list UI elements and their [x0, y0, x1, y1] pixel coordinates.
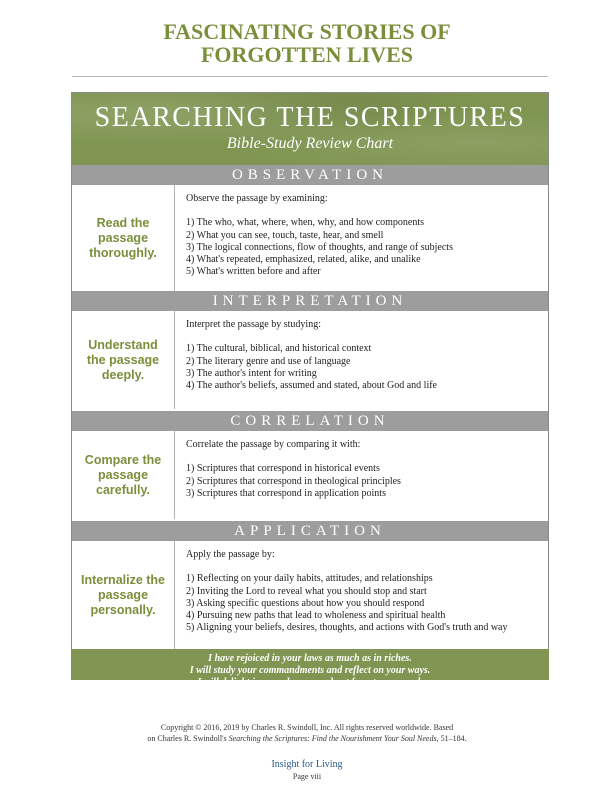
item-list	[186, 343, 542, 392]
section-application	[72, 541, 548, 649]
section-summary: Understand the passage deeply.	[86, 337, 160, 382]
banner-subtitle: Bible-Study Review Chart	[226, 135, 394, 152]
book-title: Searching the Scriptures: Find the Nourishment Your Soul Needs	[228, 734, 437, 743]
list-item: 5) Aligning your beliefs, desires, thoughts, and actions with God's truth and way	[186, 622, 508, 634]
section-details	[186, 185, 542, 279]
section-header-interpretation: INTERPRETATION	[72, 291, 548, 311]
page-title-line2: FORGOTTEN LIVES	[200, 42, 414, 67]
chart-banner	[72, 93, 548, 165]
list-item: 5) What's written before and after	[186, 266, 321, 278]
list-item: 3) The author's intent for writing	[186, 367, 317, 379]
verse-line: I will study your commandments and reflect on your ways.	[189, 665, 431, 676]
page-title	[0, 20, 614, 66]
section-header-application: APPLICATION	[72, 521, 548, 541]
left-cell	[72, 541, 175, 649]
section-header-observation: OBSERVATION	[72, 165, 548, 185]
section-summary: Compare the passage carefully.	[84, 452, 162, 497]
list-item: 2) Scriptures that correspond in theological principles	[186, 475, 401, 487]
list-item: 3) The logical connections, flow of thoughts, and range of subjects	[186, 241, 453, 253]
list-item: 1) The cultural, biblical, and historical context	[186, 343, 372, 355]
section-intro: Observe the passage by examining:	[186, 193, 328, 204]
list-item: 1) The who, what, where, when, why, and how components	[186, 217, 425, 229]
verse-line: I have rejoiced in your laws as much as in riches.	[208, 653, 412, 664]
section-details	[186, 541, 542, 635]
scripture-verse	[71, 649, 549, 700]
list-item: 1) Scriptures that correspond in historical events	[186, 463, 380, 475]
footer-organization: Insight for Living	[271, 759, 343, 770]
copyright-notice	[0, 722, 614, 744]
section-summary: Read the passage thoroughly.	[89, 215, 157, 260]
page-title-line1: FASCINATING STORIES OF	[163, 19, 451, 44]
list-item: 4) Pursuing new paths that lead to wholeness and spiritual health	[186, 610, 446, 622]
left-cell	[72, 311, 175, 409]
item-list	[186, 217, 542, 278]
list-item: 3) Scriptures that correspond in application points	[186, 487, 386, 499]
banner-title: SEARCHING THE SCRIPTURES	[94, 102, 526, 133]
item-list	[186, 463, 542, 500]
verse-line: I will delight in your decrees and not forget your word.	[197, 677, 423, 688]
left-cell	[72, 185, 175, 291]
section-intro: Apply the passage by:	[186, 549, 275, 560]
item-list	[186, 573, 542, 634]
list-item: 1) Reflecting on your daily habits, attitudes, and relationships	[186, 573, 433, 585]
copyright-line1: Copyright © 2016, 2019 by Charles R. Swindoll, Inc. All rights reserved worldwide. Based	[160, 723, 454, 732]
verse-reference: (Psalm 119:14–16 NLT)	[260, 689, 360, 700]
list-item: 3) Asking specific questions about how you should respond	[186, 597, 425, 609]
section-observation	[72, 185, 548, 291]
title-divider	[72, 76, 548, 77]
list-item: 4) What's repeated, emphasized, related, alike, and unalike	[186, 254, 421, 266]
list-item: 2) Inviting the Lord to reveal what you should stop and start	[186, 585, 427, 597]
review-chart	[71, 92, 549, 680]
copyright-line2	[0, 733, 614, 744]
section-details	[186, 431, 542, 500]
section-details	[186, 311, 542, 392]
list-item: 4) The author's beliefs, assumed and stated, about God and life	[186, 380, 437, 392]
copyright-prefix: on Charles R. Swindoll's	[147, 734, 229, 743]
page-number: Page viii	[292, 772, 322, 781]
section-intro: Interpret the passage by studying:	[186, 319, 321, 330]
list-item: 2) The literary genre and use of language	[186, 355, 351, 367]
copyright-suffix: , 51–184.	[436, 734, 467, 743]
section-correlation	[72, 431, 548, 519]
left-cell	[72, 431, 175, 519]
section-summary: Internalize the passage personally.	[80, 572, 166, 617]
list-item: 2) What you can see, touch, taste, hear, and smell	[186, 229, 384, 241]
section-intro: Correlate the passage by comparing it with:	[186, 439, 361, 450]
section-header-correlation: CORRELATION	[72, 411, 548, 431]
section-interpretation	[72, 311, 548, 409]
